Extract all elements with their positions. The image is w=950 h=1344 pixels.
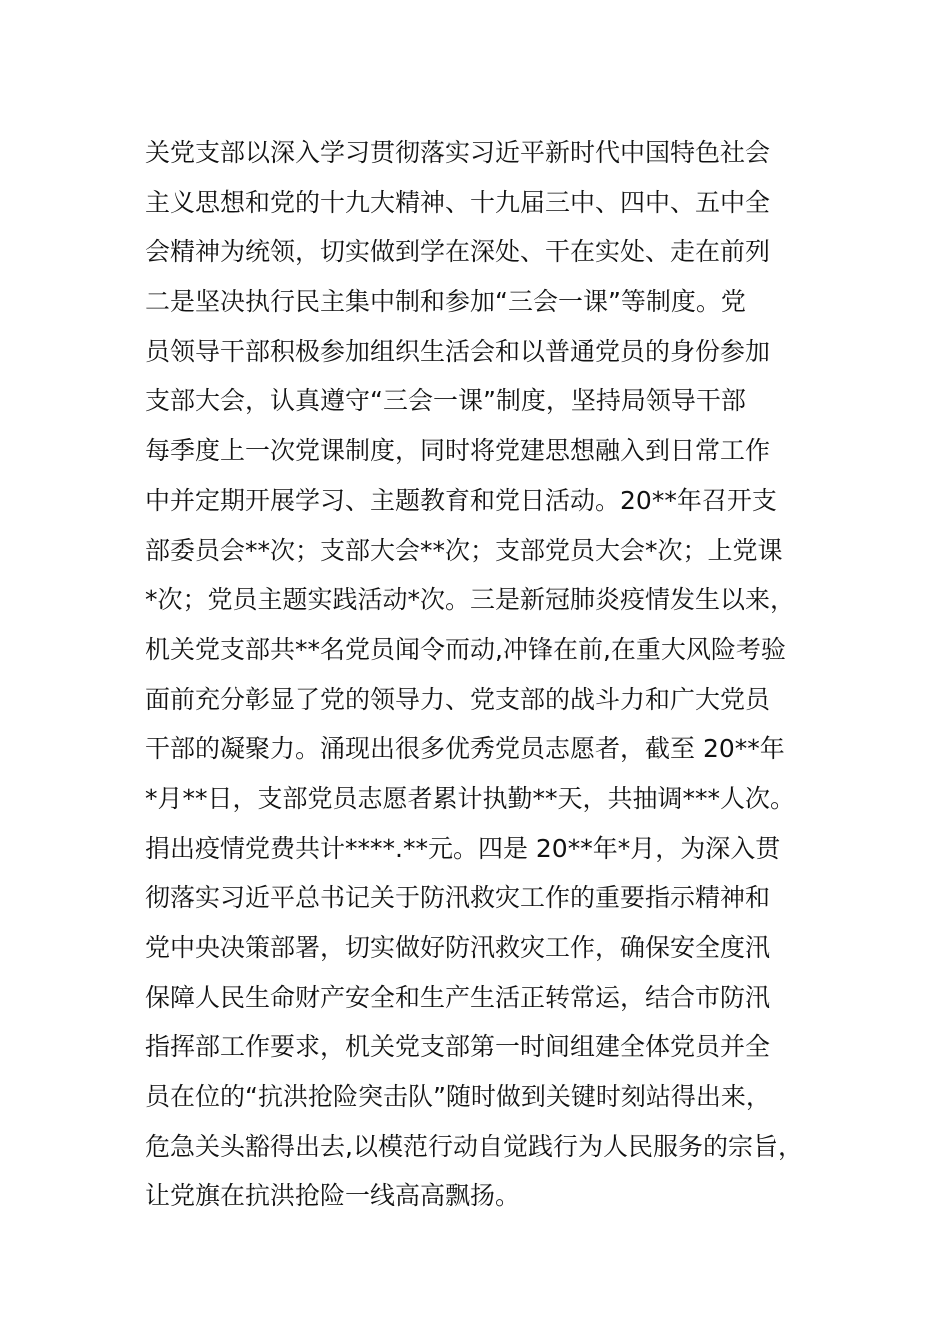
body-text [145, 128, 845, 1221]
text-line-6: 支部大会，认真遵守“三会一课”制度，坚持局领导干部 [145, 386, 746, 416]
text-line-22: 让党旗在抗洪抢险一线高高飘扬。 [145, 1181, 521, 1211]
text-line-9: 部委员会**次；支部大会**次；支部党员大会*次；上党课 [145, 535, 783, 565]
text-line-5: 员领导干部积极参加组织生活会和以普通党员的身份参加 [145, 336, 771, 366]
text-line-12: 面前充分彰显了党的领导力、党支部的战斗力和广大党员 [145, 684, 771, 714]
text-line-4: 二是坚决执行民主集中制和参加“三会一课”等制度。党 [145, 287, 746, 317]
text-line-18: 保障人民生命财产安全和生产生活正转常运，结合市防汛 [145, 982, 771, 1012]
text-line-13: 干部的凝聚力。涌现出很多优秀党员志愿者，截至 20**年 [145, 734, 785, 764]
text-line-8: 中并定期开展学习、主题教育和党日活动。20**年召开支 [145, 485, 777, 515]
text-line-19: 指挥部工作要求，机关党支部第一时间组建全体党员并全 [145, 1032, 771, 1062]
text-line-17: 党中央决策部署，切实做好防汛救灾工作，确保安全度汛 [145, 933, 771, 962]
text-line-16: 彻落实习近平总书记关于防汛救灾工作的重要指示精神和 [145, 883, 771, 913]
text-line-3: 会精神为统领，切实做到学在深处、干在实处、走在前列 [145, 237, 771, 267]
text-line-14: *月**日，支部党员志愿者累计执勤**天，共抽调***人次。 [145, 783, 796, 813]
text-line-2: 主义思想和党的十九大精神、十九届三中、四中、五中全 [145, 187, 771, 217]
text-line-1: 关党支部以深入学习贯彻落实习近平新时代中国特色社会 [145, 138, 771, 167]
text-line-7: 每季度上一次党课制度，同时将党建思想融入到日常工作 [145, 436, 771, 466]
text-line-15: 捐出疫情党费共计****.**元。四是 20**年*月，为深入贯 [145, 833, 781, 863]
text-line-11: 机关党支部共**名党员闻令而动,冲锋在前,在重大风险考验 [145, 634, 786, 664]
text-line-21: 危急关头豁得出去,以模范行动自觉践行为人民服务的宗旨， [145, 1131, 803, 1161]
text-line-20: 员在位的“抗洪抢险突击队”随时做到关键时刻站得出来， [145, 1082, 771, 1112]
text-line-10: *次；党员主题实践活动*次。三是新冠肺炎疫情发生以来， [145, 585, 796, 615]
